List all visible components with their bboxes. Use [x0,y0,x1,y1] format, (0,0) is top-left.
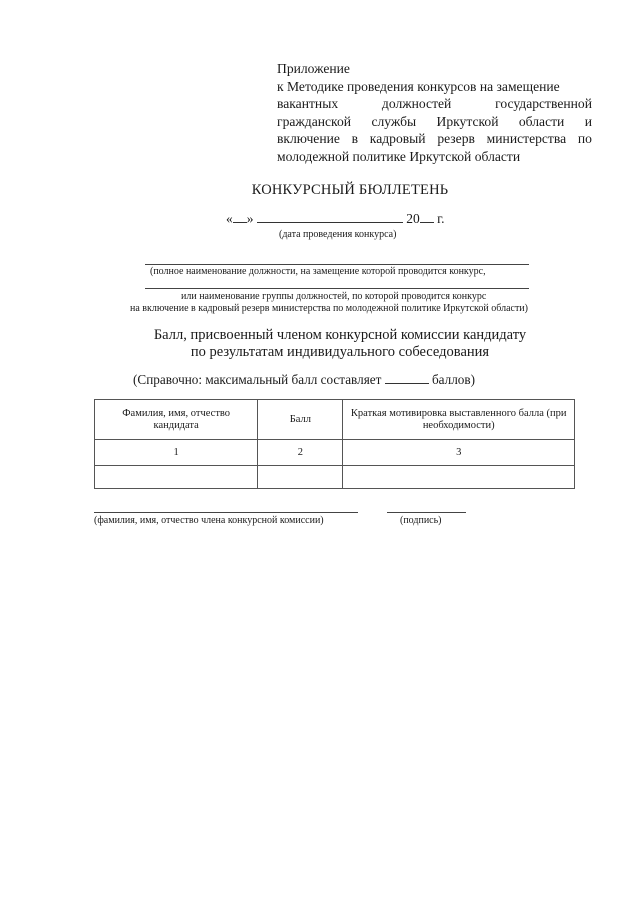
signature-caption: (подпись) [400,515,442,526]
name-signature-line [94,512,358,513]
position-caption: на включение в кадровый резерв министерства по молодежной политике Иркутской области) [130,303,528,314]
year-blank [420,210,434,223]
day-blank [233,210,247,223]
appendix-line: вакантных должностей государственной [277,96,592,112]
table-row [95,466,575,489]
header-motivation: Краткая мотивировка выставленного балла (при необходимости) [343,400,575,440]
column-number: 3 [343,440,575,466]
table-cell [343,466,575,489]
position-caption: (полное наименование должности, на замещение которой проводится конкурс, [150,266,486,277]
table-cell [95,466,258,489]
date-caption: (дата проведения конкурса) [279,229,397,240]
appendix-line: включение в кадровый резерв министерства по [277,131,592,147]
appendix-title: Приложение [277,61,350,76]
position-line [145,264,529,265]
table-cell [258,466,343,489]
reference-note: (Справочно: максимальный балл составляет баллов) [133,372,476,387]
signature-line [387,512,466,513]
header-score: Балл [258,400,343,440]
date-field: « » 20 г. [226,211,445,226]
score-table [94,399,575,489]
section-heading: Балл, присвоенный членом конкурсной комиссии кандидату по результатам индивидуального собеседования [153,327,527,360]
position-line [145,288,529,289]
column-number: 2 [258,440,343,466]
position-caption: или наименование группы должностей, по которой проводится конкурс [181,291,487,302]
table-row [95,440,575,466]
name-caption: (фамилия, имя, отчество члена конкурсной комиссии) [94,515,324,526]
appendix-line: гражданской службы Иркутской области и [277,113,592,129]
header-candidate-name: Фамилия, имя, отчество кандидата [95,400,258,440]
table-header-row [95,400,575,440]
max-score-blank [385,371,429,384]
appendix-line: к Методике проведения конкурсов на замещение [277,78,560,94]
column-number: 1 [95,440,258,466]
document-title: КОНКУРСНЫЙ БЮЛЛЕТЕНЬ [251,182,449,198]
month-blank [257,210,403,223]
appendix-line: молодежной политике Иркутской области [277,148,521,164]
appendix-block [277,60,592,166]
